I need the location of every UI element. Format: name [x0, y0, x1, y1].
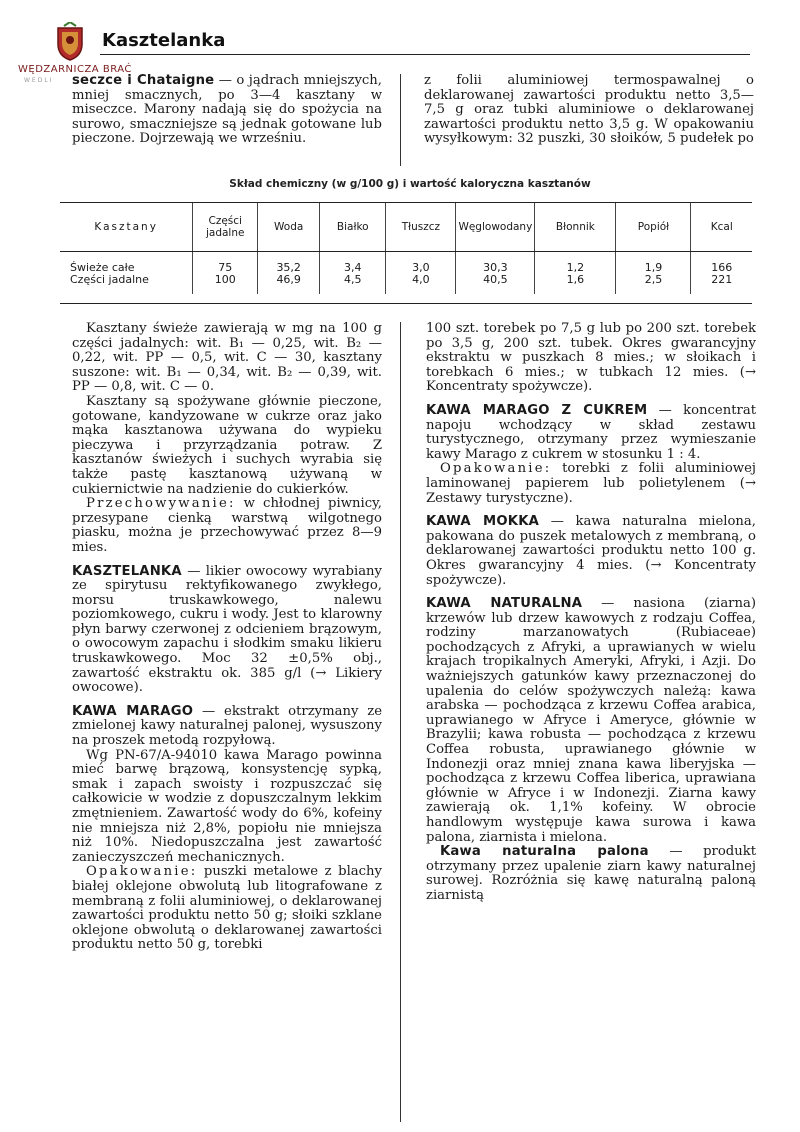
table-cell: Świeże całe Części jadalne	[70, 261, 149, 286]
table-cell: 1,9 2,5	[616, 252, 691, 295]
table-bottom-rule	[60, 303, 752, 304]
paragraph: Kasztany są spożywane głównie pieczone, gotowane, kandyzowane w cukrze oraz jako mąka kasztanowa używana do wypieku pieczywa i przyrządzania potraw. Z kasztanów świeżych i suchych wyrabia się także pastę kasztanową używaną w cukiernictwie na nadzienie do cukierków.	[72, 393, 382, 497]
table-cell: 3,0 4,0	[386, 252, 456, 295]
paragraph: Wg PN-67/A-94010 kawa Marago powinna mieć barwę brązową, konsystencję sypką, smak i zapach swoisty i rozpuszczać się całkowicie w wodzie z dopuszczalnym lekkim zmętnieniem. Zawartość wody do 6%, kofeiny nie mniejsza niż 2,8%, popiołu nie mniejsza niż 10%. Niedopuszczalna jest zawartość zanieczyszczeń mechanicznych.	[72, 747, 382, 865]
column-divider-top	[400, 74, 401, 166]
top-left-column	[72, 74, 382, 147]
table-cell: 75 100	[193, 252, 258, 295]
entry-kawa-marago-z-cukrem: KAWA MARAGO Z CUKREM — koncentrat napoju wchodzący w skład zestawu turystycznego, otrzymany przez wymieszanie kawy Marago z cukrem w stosunku 1 : 4.	[426, 402, 756, 462]
column-header: Tłuszcz	[386, 203, 456, 252]
entry-kawa-naturalna-palona: Kawa naturalna palona — produkt otrzymany przez upalenie ziarn kawy naturalnej surowej. Rozróżnia się kawę naturalną paloną ziarnistą	[426, 844, 756, 903]
left-column	[72, 322, 382, 953]
entry-kawa-mokka: KAWA MOKKA — kawa naturalna mielona, pakowana do puszek metalowych z membraną, o deklarowanej zawartości produktu netto 100 g. Okres gwarancyjny 4 mies. (→ Koncentraty spożywcze).	[426, 514, 756, 588]
column-header: Białko	[320, 203, 386, 252]
column-header: Kasztany	[60, 203, 193, 252]
entry-kawa-marago: KAWA MARAGO — ekstrakt otrzymany ze zmielonej kawy naturalnej palonej, wysuszony na proszek metodą rozpyłową.	[72, 703, 382, 749]
logo-crest-icon	[50, 22, 90, 62]
paragraph: Opakowanie: puszki metalowe z blachy białej oklejone obwolutą lub litografowane z membraną z folii aluminiowej, o deklarowanej zawartości produktu netto 50 g; słoiki szklane oklejone obwolutą o deklarowanej zawartości produktu netto 50 g, torebki	[72, 864, 382, 953]
table-cell: 166 221	[691, 252, 752, 295]
header-rule	[100, 54, 750, 55]
paragraph: Przechowywanie: w chłodnej piwnicy, przesypane cienką warstwą wilgotnego piasku, można je przechowywać przez 8—9 mies.	[72, 496, 382, 555]
column-header: Części jadalne	[193, 203, 258, 252]
top-right-column	[424, 74, 754, 147]
right-column	[426, 322, 756, 904]
entry-lead: seczce i Chataigne	[72, 73, 215, 88]
logo-caption: WĘDZARNICZA BRAĆ	[18, 64, 132, 75]
table-cell: 1,2 1,6	[535, 252, 616, 295]
paragraph: Opakowanie: torebki z folii aluminiowej laminowanej papierem lub polietylenem (→ Zestawy turystyczne).	[426, 461, 756, 506]
table-header-row	[60, 203, 752, 252]
column-header: Węglowodany	[456, 203, 535, 252]
table-row	[60, 252, 752, 295]
column-header: Popiół	[616, 203, 691, 252]
paragraph: 100 szt. torebek po 7,5 g lub po 200 szt. torebek po 3,5 g, 200 szt. tubek. Okres gwarancyjny ekstraktu w puszkach 8 mies.; w słoikach i torebkach 6 mies.; w tubkach 12 mies. (→ Koncentraty spożywcze).	[426, 321, 756, 395]
table-cell: 30,3 40,5	[456, 252, 535, 295]
column-header: Błonnik	[535, 203, 616, 252]
paragraph: Kasztany świeże zawierają w mg na 100 g części jadalnych: wit. B₁ — 0,25, wit. B₂ — 0,22, wit. PP — 0,5, wit. C — 30, kasztany suszone: wit. B₁ — 0,34, wit. B₂ — 0,39, wit. PP — 0,8, wit. C — 0.	[72, 321, 382, 395]
column-header: Woda	[258, 203, 320, 252]
entry-text: z folii aluminiowej termospawalnej o deklarowanej zawartości produktu netto 3,5—7,5 g oraz tubki aluminiowe o deklarowanej zawartości produktu netto 3,5 g. W opakowaniu wysyłkowym: 32 puszki, 30 słoików, 5 pudełek po	[424, 73, 754, 147]
logo-subcaption: WEDLI	[24, 77, 54, 84]
entry-kawa-naturalna: KAWA NATURALNA — nasiona (ziarna) krzewów lub drzew kawowych z rodzaju Coffea, rodziny marzanowatych (Rubiaceae) pochodzących z Afryki, a uprawianych w wielu krajach tropikalnych Ameryki, Afryki, i Azji. Do ważniejszych gatunków kawy przeznaczonej do upalenia do celów spożywczych należą: kawa arabska — pochodząca z krzewu Coffea arabica, uprawianego w Afryce i Ameryce, głównie w Brazylii; kawa robusta — pochodząca z krzewu Coffea robusta, uprawianego głównie w Indonezji oraz mniej znana kawa liberyjska — pochodząca z krzewu Coffea liberica, uprawiana głównie w Afryce i w Indonezji. Ziarna kawy zawierają ok. 1,1% kofeiny. W obrocie handlowym występuje kawa surowa i kawa palona, ziarnista i mielona.	[426, 596, 756, 845]
entry-kasztelanka: KASZTELANKA — likier owocowy wyrabiany ze spirytusu rektyfikowanego zwykłego, morsu truskawkowego, nalewu poziomkowego, cukru i wody. Jest to klarowny płyn barwy czerwonej z odcieniem brązowym, o owocowym zapachu i słodkim smaku likieru truskawkowego. Moc 32 ±0,5% obj., zawartość ekstraktu ok. 385 g/l (→ Likiery owocowe).	[72, 563, 382, 696]
chemical-composition-table	[60, 203, 752, 294]
column-header: Kcal	[691, 203, 752, 252]
table-title: Skład chemiczny (w g/100 g) i wartość kaloryczna kasztanów	[229, 178, 591, 190]
table-cell: 3,4 4,5	[320, 252, 386, 295]
table-cell: 35,2 46,9	[258, 252, 320, 295]
entry-text: — o jądrach mniejszych, mniej smacznych, po 3—4 kasztany w miseczce. Marony nadają się do spożycia na surowo, smaczniejsze są jednak gotowane lub pieczone. Dojrzewają we wrześniu.	[72, 73, 382, 147]
column-divider-bottom	[400, 322, 401, 1122]
running-title: Kasztelanka	[102, 30, 226, 51]
